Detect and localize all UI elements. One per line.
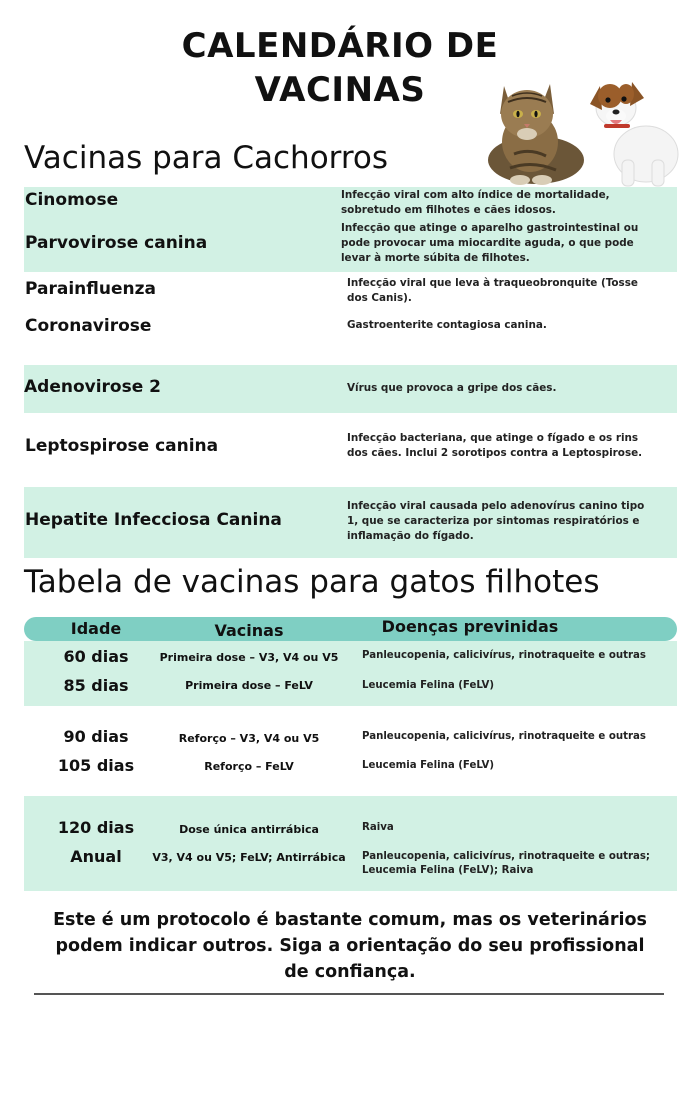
cat-age-cell: 60 dias [63,647,129,666]
dogs-heading: Vacinas para Cachorros [24,140,389,176]
dog-vaccine-name: Cinomose [25,190,119,210]
cat-disease-cell: Leucemia Felina (FeLV) [362,760,494,771]
cat-age-cell: 105 dias [57,756,135,775]
dog-vaccine-name: Hepatite Infecciosa Canina [25,510,282,530]
footer-note: Este é um protocolo é bastante comum, mas os veterinários podem indicar outros. Siga a orientação do seu profissional de confiança. [53,910,647,982]
cat-disease-cell: Panleucopenia, calicivírus, rinotraqueite e outras [362,731,646,742]
footer-divider [34,993,664,995]
title-line-1: CALENDÁRIO DE [181,26,499,66]
column-header-age: Idade [70,619,122,638]
cat-disease-cell: Panleucopenia, calicivírus, rinotraqueite e outras; Leucemia Felina (FeLV); Raiva [362,851,650,876]
cat-age-cell: 120 dias [57,818,135,837]
cat-age-cell: 85 dias [63,676,129,695]
column-header-diseases: Doenças previnidas [381,617,559,636]
cat-icon [488,84,584,185]
cat-table-header [24,617,677,641]
cat-disease-cell: Panleucopenia, calicivírus, rinotraqueite e outras [362,650,646,661]
dog-icon [590,82,678,186]
cat-age-cell: 90 dias [63,727,129,746]
cat-vaccine-cell: Reforço – V3, V4 ou V5 [178,732,320,745]
dog-vaccine-desc: Infecção bacteriana, que atinge o fígado e os rins dos cães. Inclui 2 sorotipos contra a Leptospirose. [347,432,643,459]
cat-disease-cell: Leucemia Felina (FeLV) [362,680,494,691]
cat-vaccine-cell: Primeira dose – V3, V4 ou V5 [159,651,339,664]
dog-vaccine-desc: Infecção viral que leva à traqueobronquite (Tosse dos Canis). [347,277,638,304]
dog-vaccine-name: Parainfluenza [25,279,156,299]
cat-age-cell: Anual [70,847,122,866]
dog-vaccine-desc: Vírus que provoca a gripe dos cães. [347,382,557,394]
cat-vaccine-cell: Primeira dose – FeLV [185,679,313,692]
dog-vaccine-name: Leptospirose canina [25,436,219,456]
cats-heading: Tabela de vacinas para gatos filhotes [24,564,600,600]
dog-vaccine-name: Coronavirose [25,316,152,336]
cat-disease-cell: Raiva [362,822,394,833]
cat-vaccine-cell: Reforço – FeLV [204,760,294,773]
cat-vaccine-cell: V3, V4 ou V5; FeLV; Antirrábica [152,851,346,864]
dog-vaccine-desc: Gastroenterite contagiosa canina. [347,319,547,331]
column-header-vaccines: Vacinas [214,621,284,640]
dog-vaccine-desc: Infecção que atinge o aparelho gastrointestinal ou pode provocar uma miocardite aguda, o que pode levar à morte súbita de filhotes. [341,222,639,264]
dog-vaccine-name: Parvovirose canina [25,233,208,253]
title-line-2: VACINAS [254,70,426,110]
dog-vaccine-desc: Infecção viral causada pelo adenovírus canino tipo 1, que se caracteriza por sintomas respiratórios e inflamação do fígado. [347,500,645,542]
dog-vaccine-desc: Infecção viral com alto índice de mortalidade, sobretudo em filhotes e cães idosos. [341,189,610,216]
pets-illustration [484,64,694,188]
dog-vaccine-name: Adenovirose 2 [24,377,162,397]
cat-vaccine-cell: Dose única antirrábica [179,823,319,836]
